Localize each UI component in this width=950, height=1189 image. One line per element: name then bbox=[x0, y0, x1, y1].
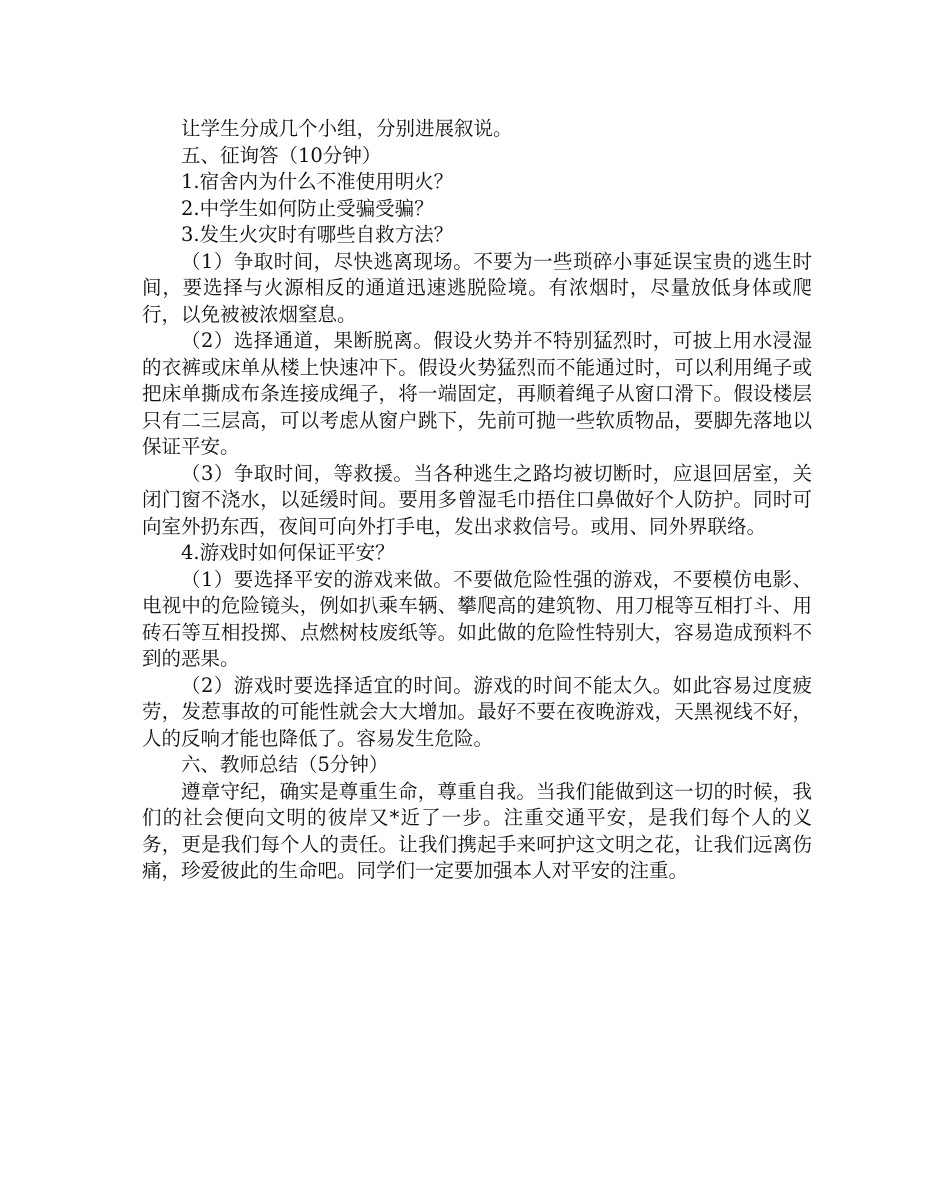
answer-3-item-2: （2）选择通道，果断脱离。假设火势并不特别猛烈时，可披上用水浸湿的衣裤或床单从楼上快速冲下。假设火势猛烈而不能通过时，可以利用绳子或把床单撕成布条连接成绳子，将一端固定，再顺着绳子从窗口滑下。假设楼层只有二三层高，可以考虑从窗户跳下，先前可抛一些软质物品，要脚先落地以保证平安。 bbox=[142, 329, 812, 458]
answer-3-item-3: （3）争取时间，等救援。当各种逃生之路均被切断时，应退回居室，关闭门窗不浇水，以延缓时间。要用多曾湿毛巾捂住口鼻做好个人防护。同时可向室外扔东西，夜间可向外打手电，发出求救信号。或用、同外界联络。 bbox=[142, 461, 812, 538]
section-heading-summary: 六、教师总结（5分钟） bbox=[181, 753, 389, 776]
answer-4-item-2: （2）游戏时要选择适宜的时间。游戏的时间不能太久。如此容易过度疲劳，发惹事故的可能性就会大大增加。最好不要在夜晚游戏，天黑视线不好，人的反响才能也降低了。容易发生危险。 bbox=[142, 673, 812, 750]
answer-4-item-1: （1）要选择平安的游戏来做。不要做危险性强的游戏，不要模仿电影、电视中的危险镜头，例如扒乘车辆、攀爬高的建筑物、用刀棍等互相打斗、用砖石等互相投掷、点燃树枝废纸等。如此做的危险性特别大，容易造成预料不到的恶果。 bbox=[142, 567, 812, 670]
question-3: 3.发生火灾时有哪些自救方法？ bbox=[181, 223, 454, 246]
document-body bbox=[142, 116, 812, 885]
summary-paragraph: 遵章守纪，确实是尊重生命，尊重自我。当我们能做到这一切的时候，我们的社会便向文明的彼岸又*近了一步。注重交通平安，是我们每个人的义务，更是我们每个人的责任。让我们携起手来呵护这文明之花，让我们远离伤痛，珍爱彼此的生命吧。同学们一定要加强本人对平安的注重。 bbox=[142, 779, 812, 882]
question-2: 2.中学生如何防止受骗受骗？ bbox=[181, 196, 434, 220]
answer-3-item-1: （1）争取时间，尽快逃离现场。不要为一些琐碎小事延误宝贵的逃生时间，要选择与火源相反的通道迅速逃脱险境。有浓烟时，尽量放低身体或爬行，以免被被浓烟窒息。 bbox=[142, 249, 812, 326]
question-4: 4.游戏时如何保证平安？ bbox=[181, 541, 395, 564]
question-1: 1.宿舍内为什么不准使用明火？ bbox=[181, 170, 454, 193]
paragraph-group-discussion: 让学生分成几个小组，分别进展叙说。 bbox=[181, 117, 513, 140]
section-heading-qa: 五、征询答（10分钟） bbox=[181, 143, 382, 167]
